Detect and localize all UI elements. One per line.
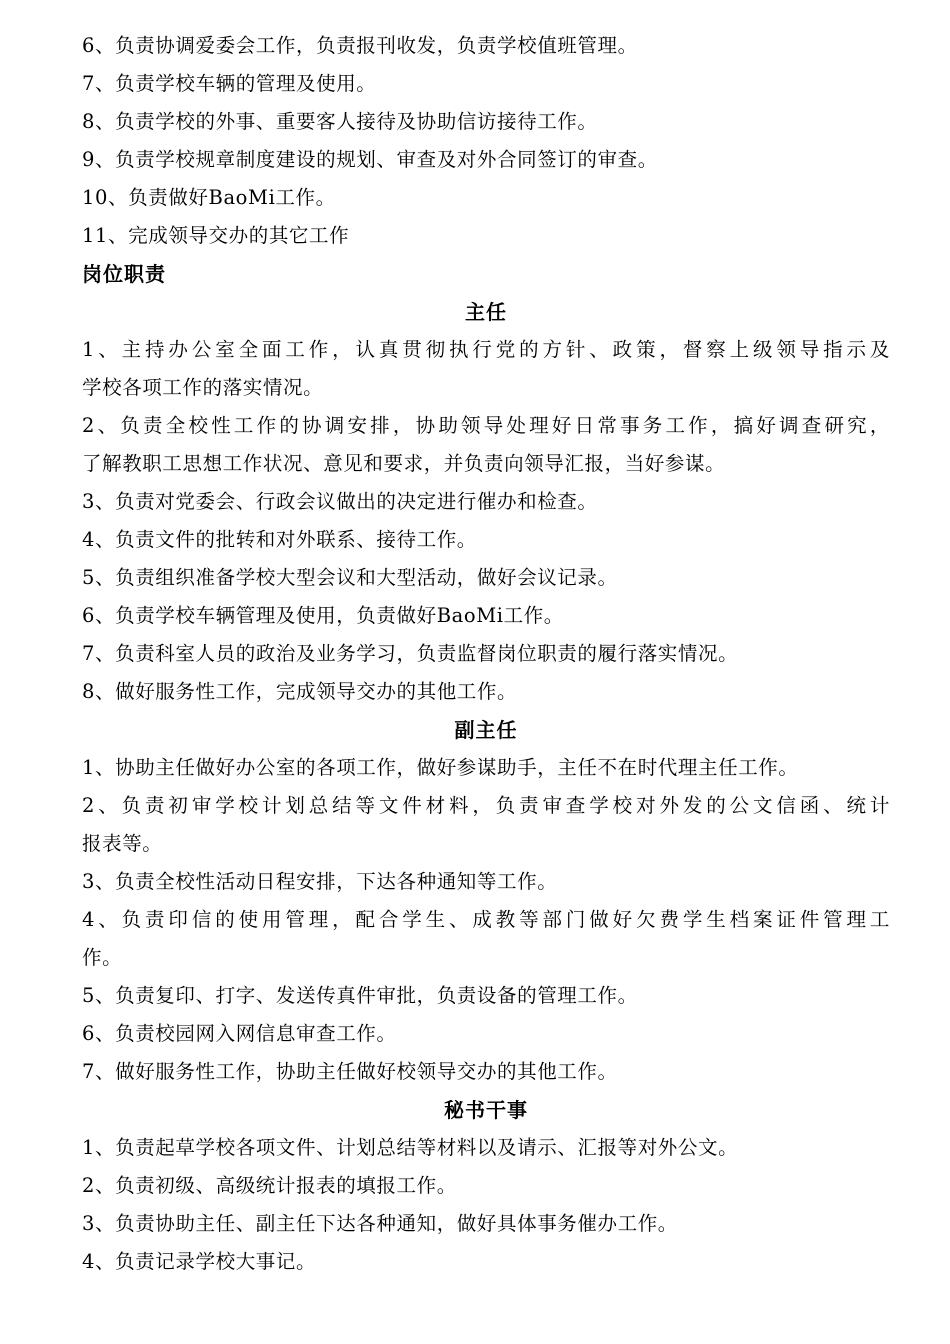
list-item-continuation: 了解教职工思想工作状况、意见和要求，并负责向领导汇报，当好参谋。 — [82, 452, 726, 475]
deputy-heading: 副主任 — [454, 718, 518, 742]
list-item: 7、做好服务性工作，协助主任做好校领导交办的其他工作。 — [82, 1060, 618, 1083]
list-item: 6、负责学校车辆管理及使用，负责做好BaoMi工作。 — [82, 604, 564, 627]
list-item: 5、负责复印、打字、发送传真件审批，负责设备的管理工作。 — [82, 984, 638, 1007]
list-item: 3、负责协助主任、副主任下达各种通知，做好具体事务催办工作。 — [82, 1212, 678, 1235]
list-item: 4、负责文件的批转和对外联系、接待工作。 — [82, 528, 477, 551]
secretary-heading: 秘书干事 — [444, 1098, 528, 1122]
list-item: 2、负责初级、高级统计报表的填报工作。 — [82, 1174, 457, 1197]
list-item: 2、负责全校性工作的协调安排，协助领导处理好日常事务工作，搞好调查研究， — [82, 414, 890, 437]
list-item: 4、负责印信的使用管理，配合学生、成教等部门做好欠费学生档案证件管理工 — [82, 908, 890, 931]
list-item: 5、负责组织准备学校大型会议和大型活动，做好会议记录。 — [82, 566, 618, 589]
list-item: 1、负责起草学校各项文件、计划总结等材料以及请示、汇报等对外公文。 — [82, 1136, 739, 1159]
list-item: 11、完成领导交办的其它工作 — [82, 224, 350, 247]
list-item: 7、负责科室人员的政治及业务学习，负责监督岗位职责的履行落实情况。 — [82, 642, 739, 665]
list-item: 2、负责初审学校计划总结等文件材料，负责审查学校对外发的公文信函、统计 — [82, 794, 890, 817]
list-item: 8、做好服务性工作，完成领导交办的其他工作。 — [82, 680, 518, 703]
list-item: 6、负责协调爱委会工作，负责报刊收发，负责学校值班管理。 — [82, 34, 638, 57]
list-item: 1、主持办公室全面工作，认真贯彻执行党的方针、政策，督察上级领导指示及 — [82, 338, 890, 361]
list-item: 8、负责学校的外事、重要客人接待及协助信访接待工作。 — [82, 110, 598, 133]
list-item-continuation: 作。 — [82, 946, 123, 969]
list-item: 1、协助主任做好办公室的各项工作，做好参谋助手，主任不在时代理主任工作。 — [82, 756, 799, 779]
list-item: 10、负责做好BaoMi工作。 — [82, 186, 336, 209]
list-item: 7、负责学校车辆的管理及使用。 — [82, 72, 377, 95]
section-title: 岗位职责 — [82, 262, 166, 286]
list-item: 3、负责对党委会、行政会议做出的决定进行催办和检查。 — [82, 490, 598, 513]
list-item-continuation: 学校各项工作的落实情况。 — [82, 376, 324, 399]
director-heading: 主任 — [465, 300, 507, 324]
list-item: 9、负责学校规章制度建设的规划、审查及对外合同签订的审查。 — [82, 148, 658, 171]
list-item-continuation: 报表等。 — [82, 832, 163, 855]
document-body — [82, 27, 890, 1281]
list-item: 4、负责记录学校大事记。 — [82, 1250, 317, 1273]
list-item: 3、负责全校性活动日程安排，下达各种通知等工作。 — [82, 870, 558, 893]
list-item: 6、负责校园网入网信息审查工作。 — [82, 1022, 397, 1045]
